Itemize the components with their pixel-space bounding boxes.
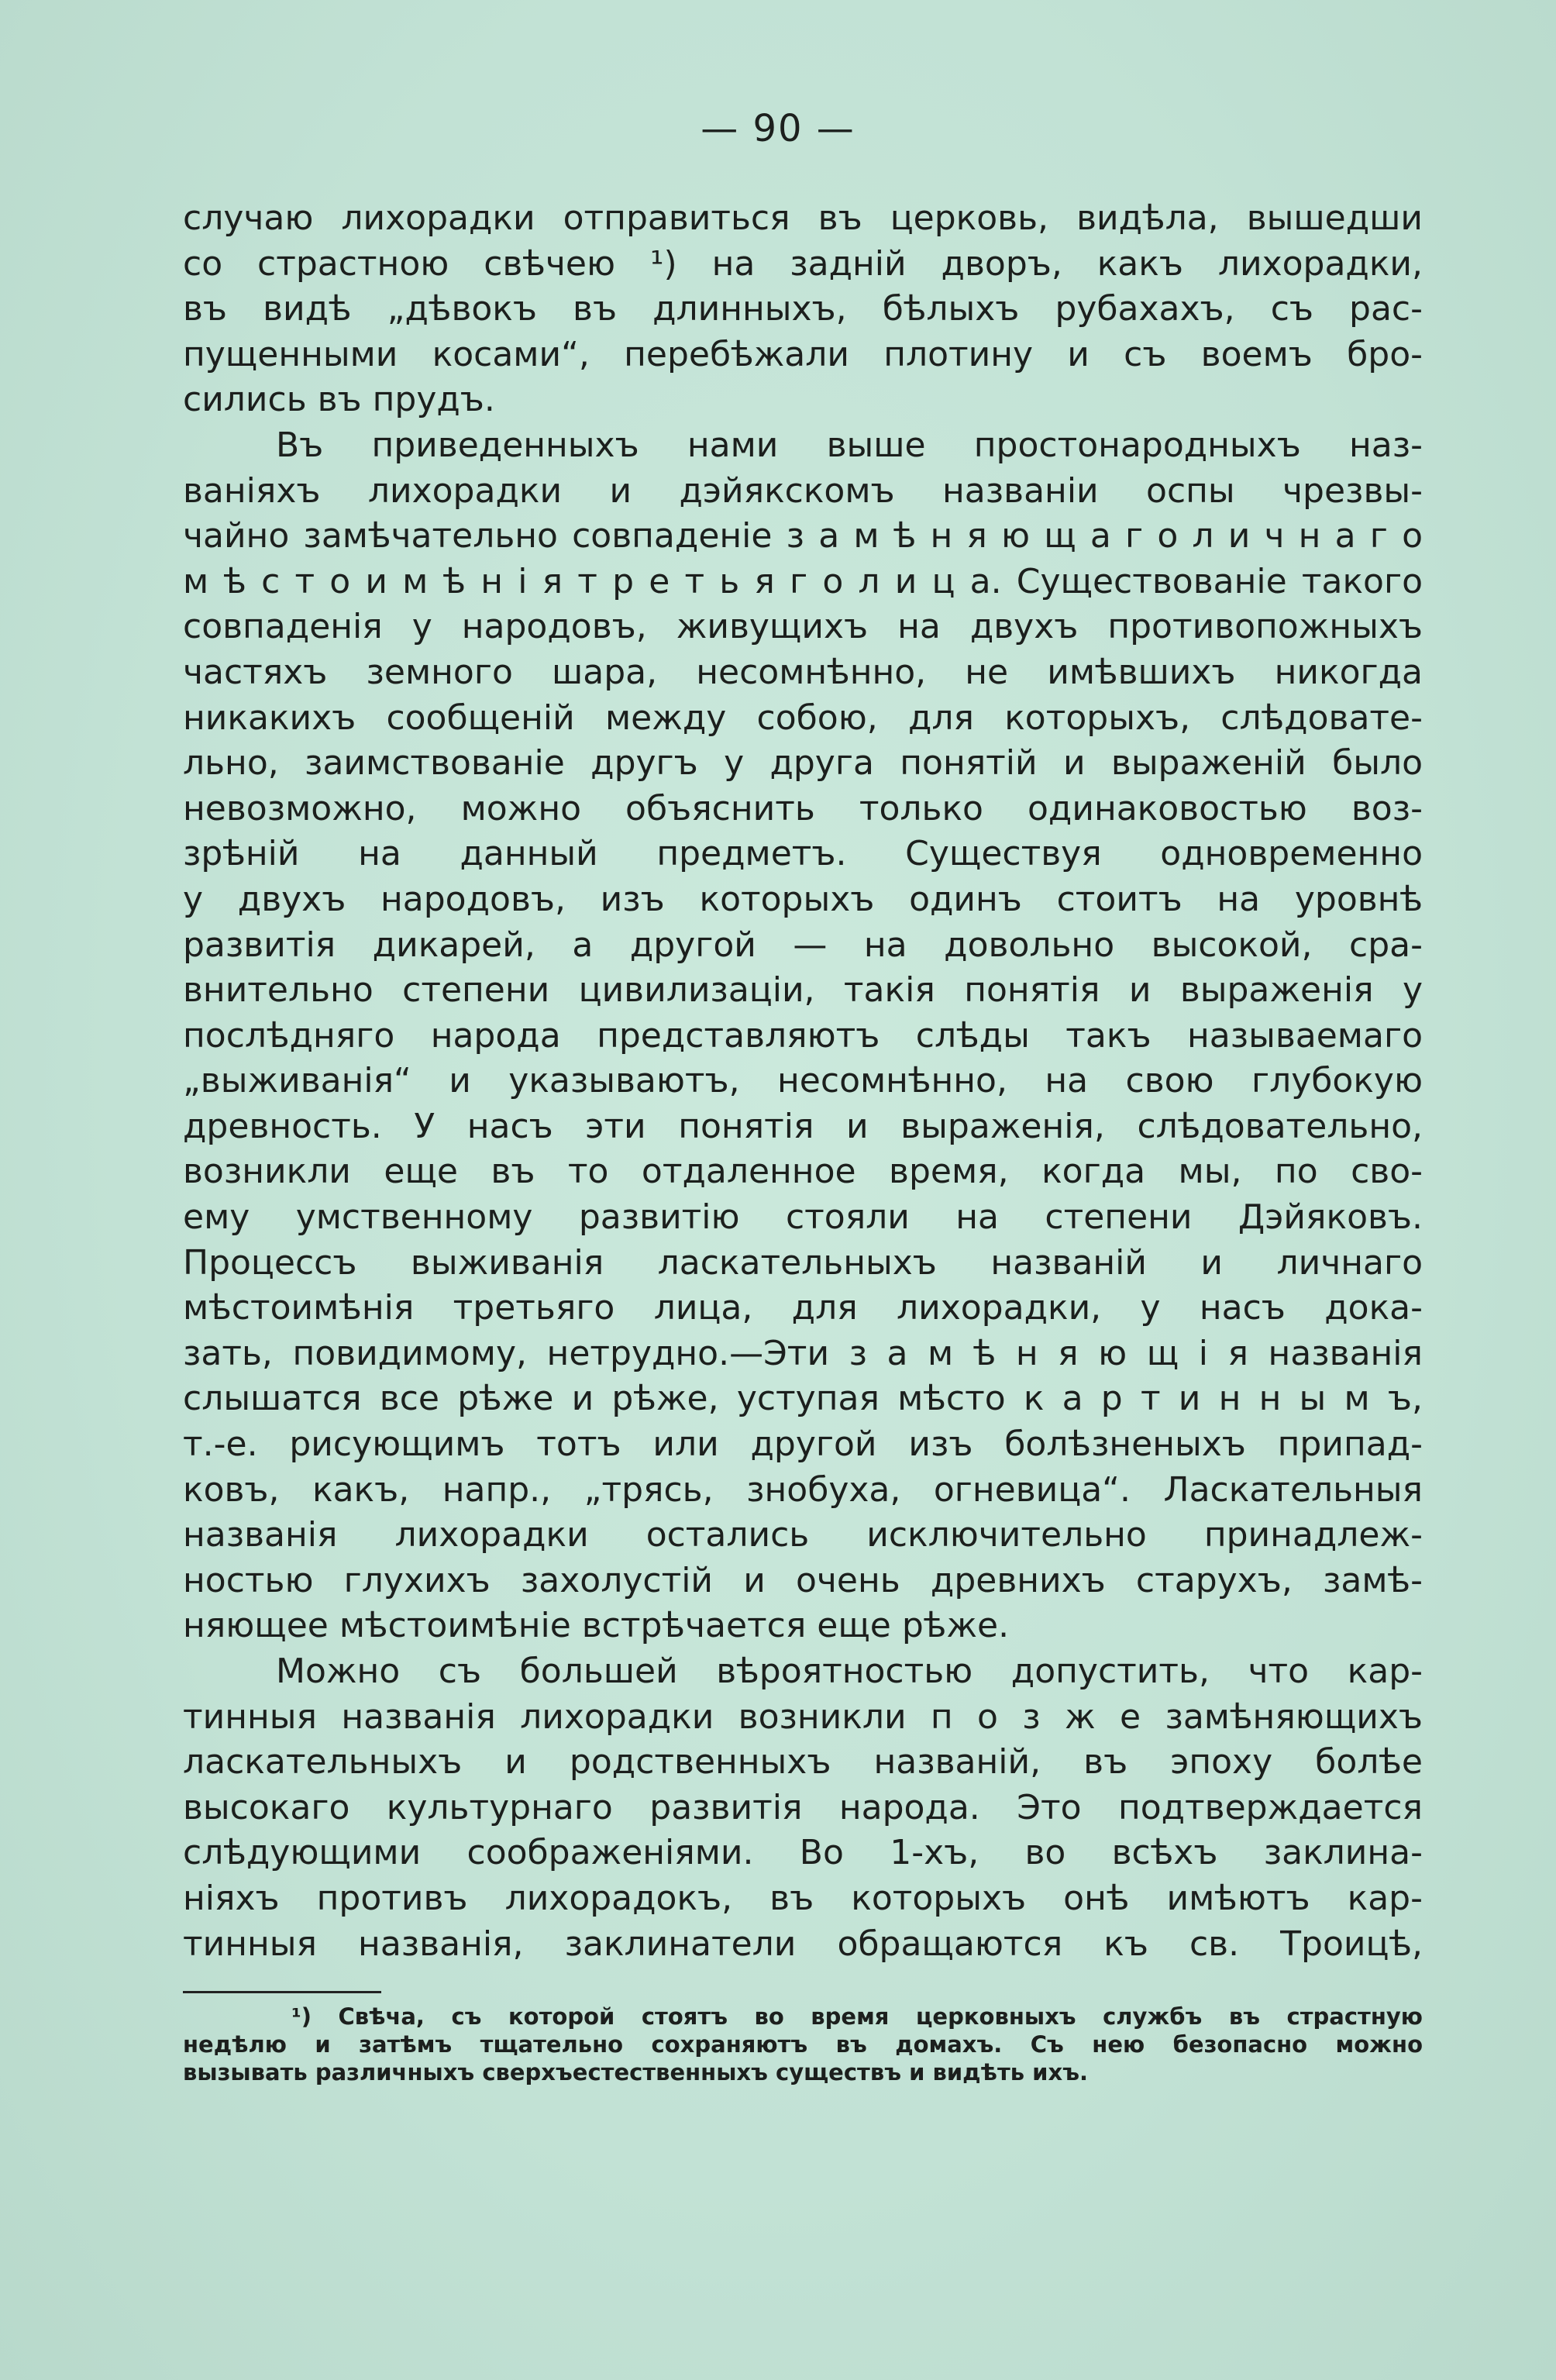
- text-line: случаю лихорадки отправиться въ церковь, видѣла, вышедши: [183, 198, 1423, 238]
- text-line: развитія дикарей, а другой — на довольно высокой, сра-: [183, 925, 1423, 965]
- text-line: въ видѣ „дѣвокъ въ длинныхъ, бѣлыхъ рубахахъ, съ рас-: [183, 289, 1423, 329]
- text-line: внительно степени цивилизаціи, такія понятія и выраженія у: [183, 970, 1423, 1011]
- text-line: древность. У насъ эти понятія и выраженія, слѣдовательно,: [183, 1106, 1423, 1146]
- text-line: совпаденія у народовъ, живущихъ на двухъ противопожныхъ: [183, 607, 1423, 647]
- text-line: м ѣ с т о и м ѣ н і я т р е т ь я г о л и ц а. Существованіе такого: [183, 561, 1423, 601]
- footnote-line: вызывать различныхъ сверхъестественныхъ существъ и видѣть ихъ.: [183, 2059, 1089, 2086]
- text-line: возникли еще въ то отдаленное время, когда мы, по сво-: [183, 1152, 1423, 1192]
- text-line: Можно съ большей вѣроятностью допустить, что кар-: [276, 1652, 1423, 1691]
- text-line: никакихъ сообщеній между собою, для которыхъ, слѣдовате-: [183, 697, 1423, 738]
- text-line: ностью глухихъ захолустій и очень древнихъ старухъ, замѣ-: [183, 1560, 1423, 1600]
- text-line: зрѣній на данный предметъ. Существуя одновременно: [183, 834, 1423, 874]
- text-line: Въ приведенныхъ нами выше простонародныхъ наз-: [276, 425, 1423, 465]
- text-line: названія лихорадки остались исключительно принадлеж-: [183, 1515, 1423, 1555]
- text-line: ему умственному развитію стояли на степени Дэйяковъ.: [183, 1197, 1423, 1238]
- text-line: чайно замѣчательно совпаденіе з а м ѣ н я ю щ а г о л и ч н а г о: [183, 516, 1423, 556]
- footnote-line: ¹) Свѣча, съ которой стоятъ во время церковныхъ службъ въ страстную: [291, 2003, 1423, 2030]
- text-line: тинныя названія, заклинатели обращаются къ св. Троицѣ,: [183, 1924, 1423, 1964]
- text-line: сились въ прудъ.: [183, 380, 495, 420]
- page-number: — 90 —: [701, 107, 855, 150]
- text-line: у двухъ народовъ, изъ которыхъ одинъ стоитъ на уровнѣ: [183, 879, 1423, 919]
- text-line: няющее мѣстоимѣніе встрѣчается еще рѣже.: [183, 1606, 1010, 1646]
- text-line: ласкательныхъ и родственныхъ названій, въ эпоху болѣе: [183, 1742, 1423, 1782]
- text-line: пущенными косами“, перебѣжали плотину и съ воемъ бро-: [183, 334, 1423, 374]
- text-line: мѣстоимѣнія третьяго лица, для лихорадки, у насъ дока-: [183, 1288, 1423, 1328]
- text-line: высокаго культурнаго развитія народа. Это подтверждается: [183, 1787, 1423, 1827]
- footnote-block: [183, 2003, 1423, 2086]
- text-line: Процессъ выживанія ласкательныхъ названій и личнаго: [183, 1242, 1423, 1283]
- body-text: [183, 196, 1423, 1967]
- footnote-line: недѣлю и затѣмъ тщательно сохраняютъ въ домахъ. Съ нею безопасно можно: [183, 2031, 1423, 2058]
- text-line: послѣдняго народа представляютъ слѣды такъ называемаго: [183, 1015, 1423, 1056]
- text-line: ніяхъ противъ лихорадокъ, въ которыхъ онѣ имѣютъ кар-: [183, 1878, 1423, 1918]
- text-line: ваніяхъ лихорадки и дэйякскомъ названіи оспы чрезвы-: [183, 470, 1423, 511]
- text-line: невозможно, можно объяснить только одинаковостью воз-: [183, 788, 1423, 828]
- text-line: тинныя названія лихорадки возникли п о з ж е замѣняющихъ: [183, 1696, 1423, 1737]
- text-line: ковъ, какъ, напр., „трясь, знобуха, огневица“. Ласкательныя: [183, 1469, 1423, 1510]
- text-line: „выживанія“ и указываютъ, несомнѣнно, на свою глубокую: [183, 1061, 1423, 1101]
- text-line: т.-е. рисующимъ тотъ или другой изъ болѣзненыхъ припад-: [183, 1424, 1423, 1465]
- text-line: льно, заимствованіе другъ у друга понятій и выраженій было: [183, 743, 1423, 784]
- text-line: слышатся все рѣже и рѣже, уступая мѣсто к а р т и н н ы м ъ,: [183, 1379, 1423, 1419]
- text-line: частяхъ земного шара, несомнѣнно, не имѣвшихъ никогда: [183, 652, 1423, 692]
- text-line: слѣдующими соображеніями. Во 1-хъ, во всѣхъ заклина-: [183, 1833, 1423, 1873]
- text-line: зать, повидимому, нетрудно.—Эти з а м ѣ н я ю щ і я названія: [183, 1333, 1423, 1373]
- footnote-divider: [183, 1991, 381, 1993]
- text-line: со страстною свѣчею ¹) на задній дворъ, какъ лихорадки,: [183, 243, 1423, 284]
